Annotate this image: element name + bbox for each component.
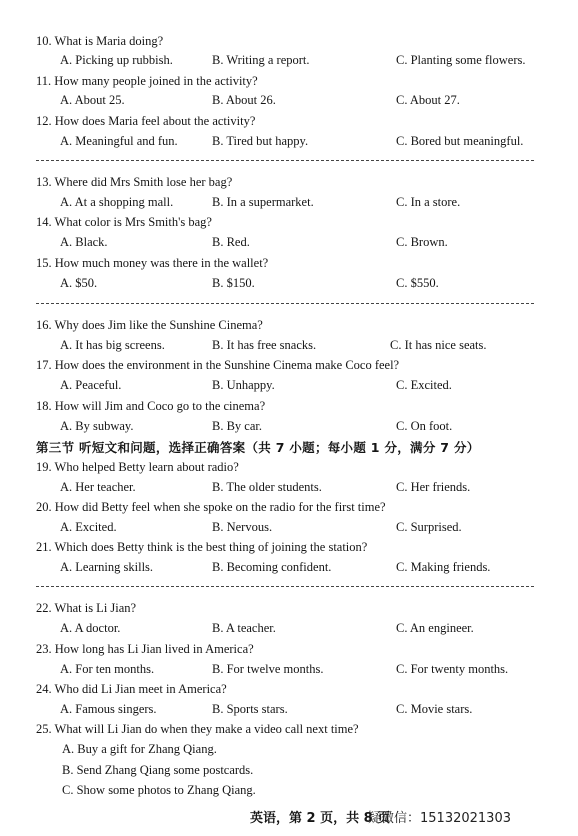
page-footer: 英语，第 2 页，共 8 页 xyxy=(250,811,391,826)
option-b: B. Red. xyxy=(212,235,250,249)
option-b: B. Send Zhang Qiang some postcards. xyxy=(62,763,254,777)
option-c: C. Surprised. xyxy=(396,520,462,534)
option-c: C. For twenty months. xyxy=(396,662,509,676)
option-c: C. Movie stars. xyxy=(396,702,473,716)
options-13 xyxy=(0,195,578,209)
option-b: B. For twelve months. xyxy=(212,662,324,676)
question-22: 22. What is Li Jian? xyxy=(36,601,137,615)
question-16: 16. Why does Jim like the Sunshine Cinema? xyxy=(36,318,263,332)
dashed-divider xyxy=(36,160,534,161)
watermark: 疑微信：15132021303 xyxy=(368,811,511,826)
option-a: A. A doctor. xyxy=(60,621,121,635)
options-24 xyxy=(0,702,578,716)
option-a: A. Learning skills. xyxy=(60,560,154,574)
option-c: C. Making friends. xyxy=(396,560,491,574)
option-c: C. $550. xyxy=(396,276,439,290)
option-b: B. Becoming confident. xyxy=(212,560,332,574)
option-b: B. It has free snacks. xyxy=(212,338,317,352)
options-21 xyxy=(0,560,578,574)
option-a: A. Excited. xyxy=(60,520,117,534)
option-b: B. Nervous. xyxy=(212,520,273,534)
question-25: 25. What will Li Jian do when they make a video call next time? xyxy=(36,722,359,736)
option-c: C. Show some photos to Zhang Qiang. xyxy=(62,783,256,797)
option-a: A. $50. xyxy=(60,276,98,290)
question-19: 19. Who helped Betty learn about radio? xyxy=(36,460,239,474)
option-b: B. Unhappy. xyxy=(212,378,275,392)
options-19 xyxy=(0,480,578,494)
option-a: A. Peaceful. xyxy=(60,378,122,392)
option-c: C. Excited. xyxy=(396,378,452,392)
question-23: 23. How long has Li Jian lived in America? xyxy=(36,642,254,656)
question-14: 14. What color is Mrs Smith's bag? xyxy=(36,215,212,229)
section-heading: 第三节 听短文和问题，选择正确答案（共 7 小题；每小题 1 分，满分 7 分） xyxy=(36,440,480,455)
option-a: A. About 25. xyxy=(60,93,125,107)
option-b: B. In a supermarket. xyxy=(212,195,314,209)
options-23 xyxy=(0,662,578,676)
option-a: A. Picking up rubbish. xyxy=(60,53,173,67)
options-16 xyxy=(0,338,578,352)
option-c: C. About 27. xyxy=(396,93,460,107)
option-c: C. Her friends. xyxy=(396,480,471,494)
question-15: 15. How much money was there in the wallet? xyxy=(36,256,269,270)
question-11: 11. How many people joined in the activity? xyxy=(36,74,258,88)
question-10: 10. What is Maria doing? xyxy=(36,34,164,48)
option-a: A. It has big screens. xyxy=(60,338,165,352)
question-12: 12. How does Maria feel about the activity? xyxy=(36,114,256,128)
option-c: C. It has nice seats. xyxy=(390,338,487,352)
option-c: C. Planting some flowers. xyxy=(396,53,526,67)
options-20 xyxy=(0,520,578,534)
option-b: B. By car. xyxy=(212,419,262,433)
question-20: 20. How did Betty feel when she spoke on the radio for the first time? xyxy=(36,500,386,514)
option-b: B. A teacher. xyxy=(212,621,276,635)
option-c: C. Brown. xyxy=(396,235,448,249)
option-b: B. The older students. xyxy=(212,480,322,494)
option-a: A. By subway. xyxy=(60,419,134,433)
question-24: 24. Who did Li Jian meet in America? xyxy=(36,682,227,696)
dashed-divider xyxy=(36,586,534,587)
option-a: A. Famous singers. xyxy=(60,702,157,716)
options-14 xyxy=(0,235,578,249)
option-b: B. Sports stars. xyxy=(212,702,288,716)
question-21: 21. Which does Betty think is the best thing of joining the station? xyxy=(36,540,368,554)
question-17: 17. How does the environment in the Sunshine Cinema make Coco feel? xyxy=(36,358,400,372)
option-b: B. Writing a report. xyxy=(212,53,310,67)
options-22 xyxy=(0,621,578,635)
options-10 xyxy=(0,53,578,67)
option-b: B. Tired but happy. xyxy=(212,134,309,148)
options-12 xyxy=(0,134,578,148)
option-b: B. $150. xyxy=(212,276,255,290)
option-a: A. Meaningful and fun. xyxy=(60,134,178,148)
option-a: A. At a shopping mall. xyxy=(60,195,174,209)
options-17 xyxy=(0,378,578,392)
option-c: C. In a store. xyxy=(396,195,461,209)
option-c: C. An engineer. xyxy=(396,621,474,635)
options-11 xyxy=(0,93,578,107)
question-13: 13. Where did Mrs Smith lose her bag? xyxy=(36,175,233,189)
option-a: A. Her teacher. xyxy=(60,480,136,494)
option-b: B. About 26. xyxy=(212,93,276,107)
dashed-divider xyxy=(36,303,534,304)
question-18: 18. How will Jim and Coco go to the cinema? xyxy=(36,399,266,413)
option-a: A. Buy a gift for Zhang Qiang. xyxy=(62,742,217,756)
option-a: A. Black. xyxy=(60,235,108,249)
option-c: C. Bored but meaningful. xyxy=(396,134,524,148)
options-18 xyxy=(0,419,578,433)
option-c: C. On foot. xyxy=(396,419,453,433)
options-15 xyxy=(0,276,578,290)
option-a: A. For ten months. xyxy=(60,662,155,676)
